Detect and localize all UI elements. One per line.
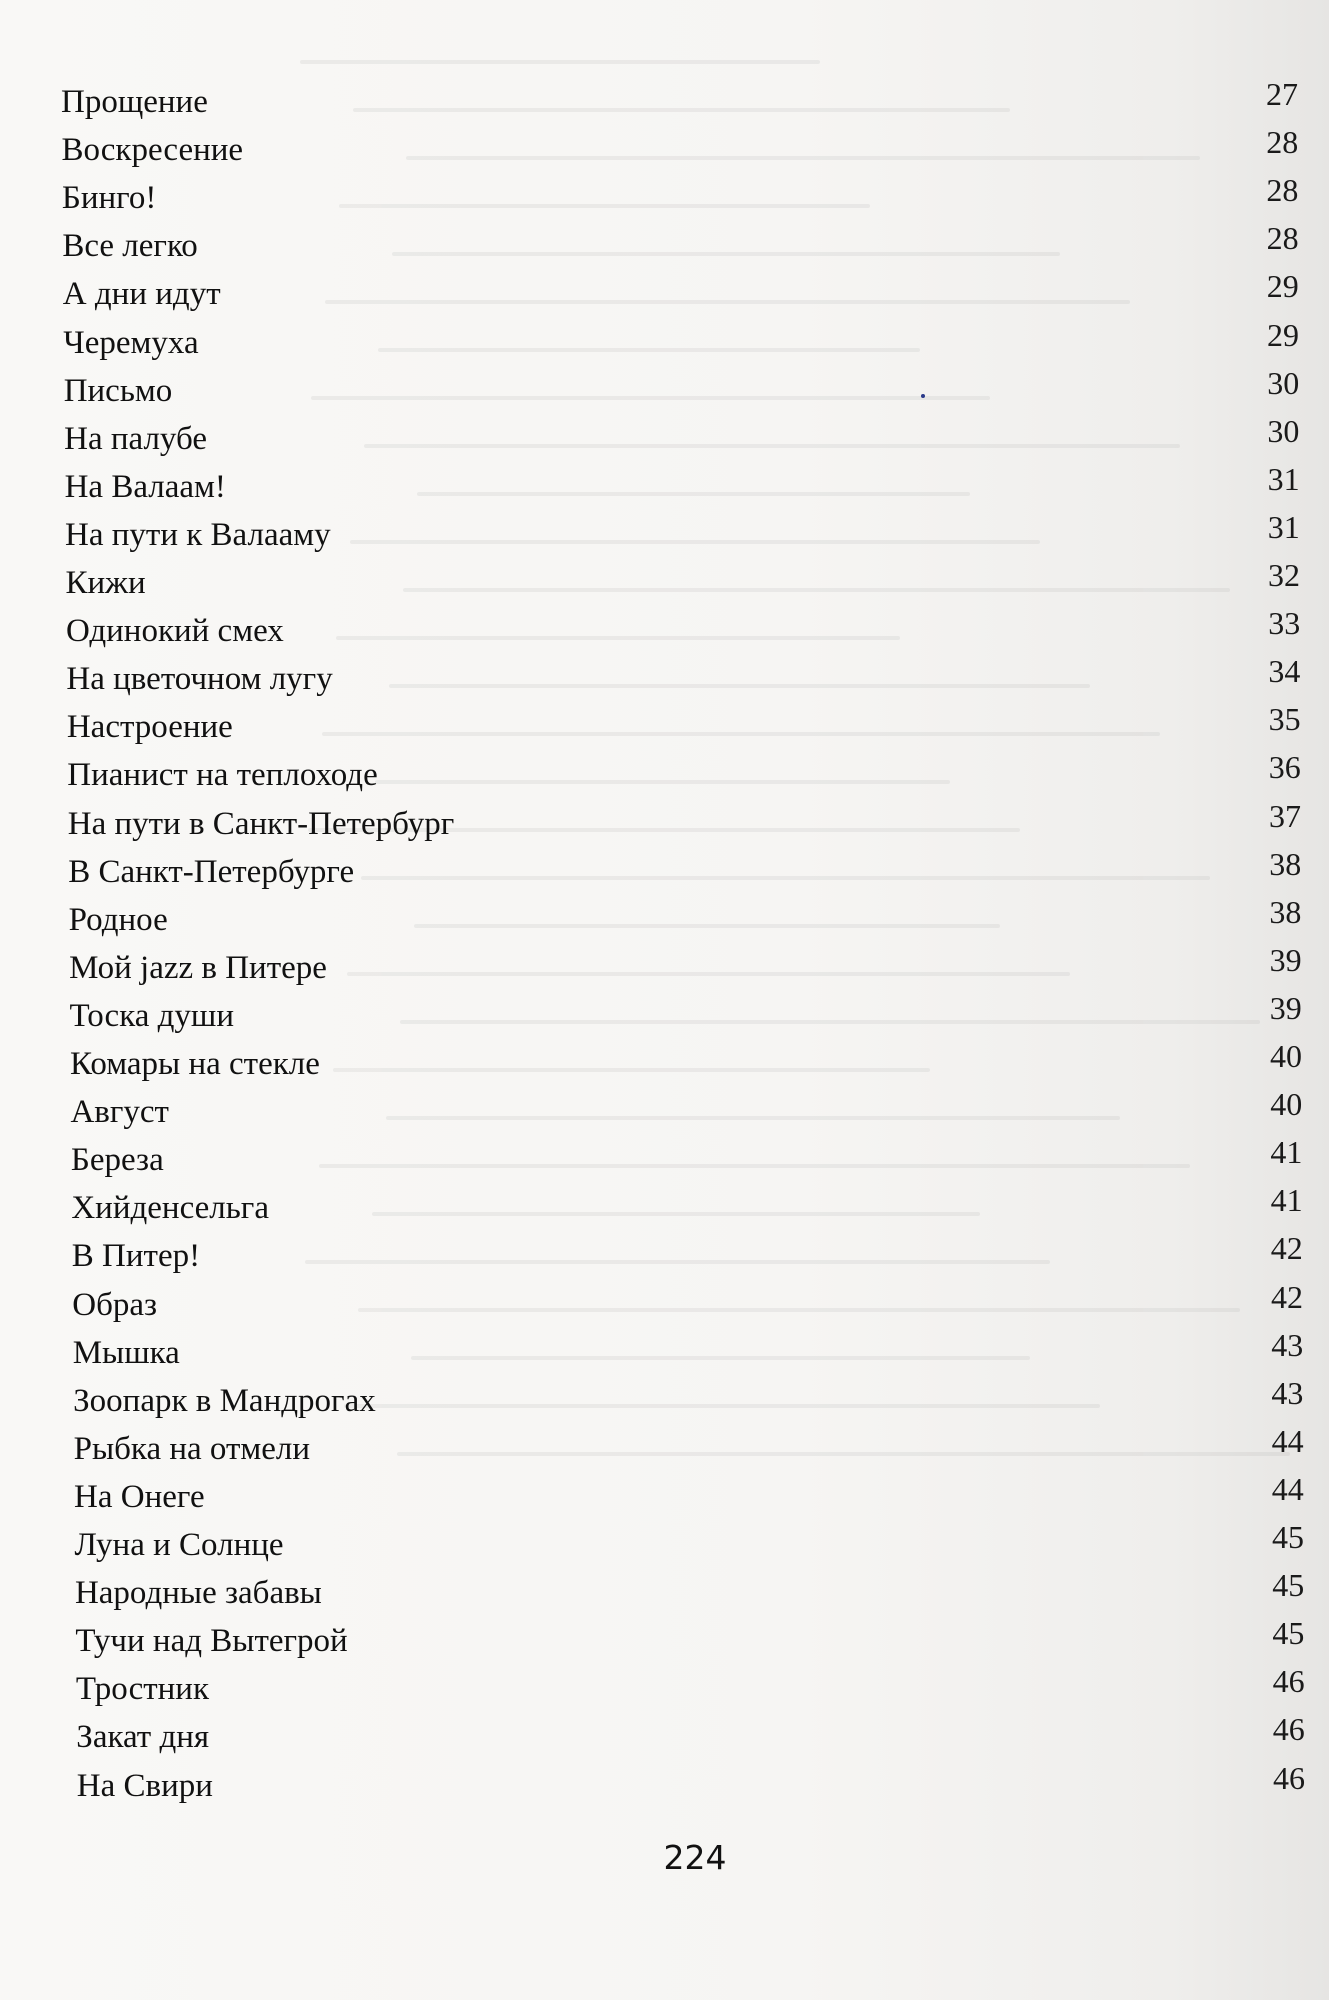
toc-entry-title: Родное	[68, 901, 168, 938]
toc-entry-page: 44	[1271, 1470, 1304, 1507]
toc-entry-page: 32	[1268, 557, 1300, 593]
toc-entry-title: Прощение	[61, 84, 208, 120]
page-number: 224	[663, 1838, 727, 1877]
toc-entry-page: 28	[1266, 220, 1299, 257]
toc-entry-page: 38	[1269, 893, 1302, 930]
toc-entry-page: 43	[1271, 1374, 1304, 1411]
toc-entry-title: Луна и Солнце	[74, 1527, 284, 1563]
toc-entry-title: На Онеге	[74, 1478, 205, 1515]
toc-entry-title: Образ	[72, 1286, 158, 1323]
toc-entry-title: Береза	[70, 1142, 164, 1179]
toc-entry-page: 43	[1271, 1326, 1304, 1363]
toc-entry-title: Хийденсельга	[71, 1190, 269, 1227]
toc-entry-page: 38	[1269, 845, 1302, 882]
toc-entry-page: 29	[1266, 268, 1299, 305]
toc-entry-page: 30	[1267, 412, 1300, 449]
toc-entry-title: Пианист на теплоходе	[67, 757, 378, 794]
toc-entry-page: 42	[1270, 1230, 1303, 1267]
toc-entry-title: Зоопарк в Мандрогах	[73, 1382, 376, 1419]
toc-entry-page: 27	[1266, 76, 1298, 112]
toc-entry-page: 40	[1270, 1086, 1303, 1123]
toc-entry-title: Закат дня	[76, 1719, 210, 1756]
toc-entry-title: Тучи над Вытегрой	[75, 1623, 348, 1660]
toc-entry-title: Воскресение	[61, 132, 244, 169]
toc-entry-page: 46	[1272, 1663, 1305, 1700]
toc-entry-title: В Санкт-Петербурге	[68, 853, 355, 890]
toc-entry-title: На пути к Валааму	[65, 516, 331, 553]
toc-entry-page: 41	[1270, 1134, 1303, 1171]
toc-entry-page: 28	[1266, 172, 1299, 209]
toc-entry-title: Настроение	[66, 709, 233, 746]
toc-entry-title: Одинокий смех	[65, 613, 284, 650]
toc-entry-title: Кижи	[65, 565, 146, 601]
toc-entry-page: 30	[1267, 364, 1300, 401]
toc-entry-page: 45	[1272, 1615, 1305, 1652]
toc-entry-page: 31	[1267, 508, 1300, 545]
toc-entry-page: 29	[1267, 316, 1299, 353]
toc-entry-title: В Питер!	[71, 1238, 201, 1275]
toc-entry-page: 39	[1269, 941, 1302, 978]
toc-entry-page: 45	[1272, 1567, 1305, 1604]
toc-entry-page: 35	[1268, 701, 1301, 738]
toc-entry-page: 31	[1267, 460, 1300, 497]
toc-entry-page: 28	[1266, 124, 1299, 161]
toc-entry-page: 45	[1272, 1519, 1304, 1555]
toc-entry-title: Август	[70, 1094, 169, 1131]
toc-entry-page: 40	[1270, 1038, 1302, 1074]
toc-entry-title: Мой jazz в Питере	[69, 949, 327, 986]
toc-entry-page: 39	[1269, 989, 1302, 1026]
toc-entry-page: 46	[1272, 1711, 1305, 1748]
toc-entry-page: 44	[1271, 1422, 1304, 1459]
toc-entry-title: А дни идут	[62, 276, 221, 313]
toc-entry-title: Комары на стекле	[70, 1046, 320, 1082]
toc-entry-title: Бинго!	[61, 180, 157, 217]
toc-entry-title: На пути в Санкт-Петербург	[67, 805, 455, 842]
toc-entry-title: На палубе	[64, 420, 208, 457]
toc-entry-page: 42	[1271, 1278, 1303, 1315]
toc-entry-page: 46	[1273, 1759, 1305, 1796]
toc-entry-title: Все легко	[62, 228, 198, 265]
toc-entry-title: На Валаам!	[64, 468, 226, 505]
toc-entry-title: Черемуха	[63, 324, 199, 361]
toc-entry-title: На цветочном лугу	[66, 661, 333, 698]
toc-entry-title: Рыбка на отмели	[73, 1430, 311, 1467]
toc-entry-page: 36	[1268, 749, 1301, 786]
toc-entry-title: Тоска души	[69, 997, 234, 1034]
toc-entry-page: 34	[1268, 653, 1301, 690]
toc-entry-title: На Свири	[76, 1767, 213, 1804]
toc-entry-page: 33	[1268, 605, 1301, 642]
toc-entry-page: 37	[1269, 797, 1301, 834]
toc-entry-title: Тростник	[75, 1671, 209, 1708]
toc-entry-page: 41	[1270, 1182, 1303, 1219]
toc-entry-title: Народные забавы	[74, 1575, 322, 1612]
toc-entry-title: Письмо	[63, 372, 173, 409]
toc-entry-title: Мышка	[72, 1334, 180, 1371]
